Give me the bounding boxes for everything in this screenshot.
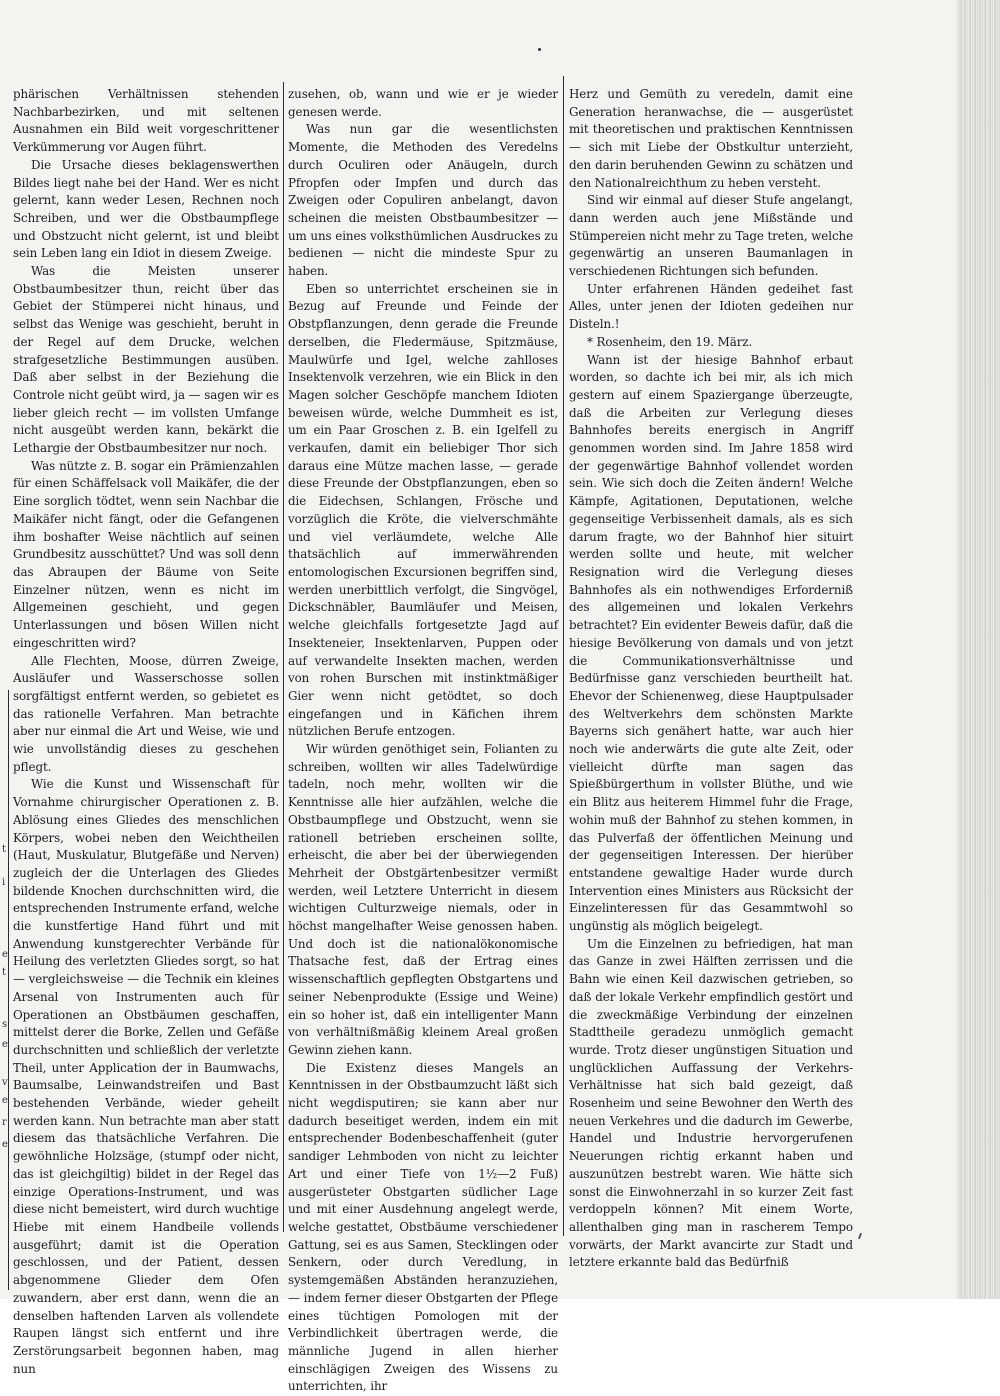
paragraph: phärischen Verhältnissen stehenden Nachbarbezirken, und mit seltenen Ausnahmen ein Bild weit vorgeschrittener Verkümmerung vor Augen führt. [13, 87, 279, 155]
paragraph: Wie die Kunst und Wissenschaft für Vornahme chirurgischer Operationen z. B. Ablösung eines Gliedes des menschlichen Körpers, wobei neben den Weichtheilen (Haut, Muskulatur, Blutgefäße und Nerven) zugleich der die Unterlagen des Gliedes bildende Knochen durchschnitten wird, die entsprechenden Instrumente erfand, welche die kunstfertige Hand führt und mit Anwendung kunstgerechter Verbände für Heilung des verletzten Gliedes sorgt, so hat — vergleichsweise — die Technik ein kleines Arsenal von Instrumenten auch für Operationen an Obstbäumen geschaffen, mittelst derer die Borke, Zellen und Gefäße durchschnitten und schließlich der verletzte Theil, unter Application der in Baumwachs, Baumsalbe, Leinwandstreifen und Bast bestehenden Verbände, wieder geheilt werden kann. Nun betrachte man aber statt diesem das thatsächliche Verfahren. Die gewöhnliche Holzsäge, (stumpf oder nicht, das ist gleichgiltig) bildet in der Regel das einzige Operations-Instrument, und was diese nicht bemeistert, wird durch wuchtige Hiebe mit einem Handbeile vollends ausgeführt; damit ist die Operation geschlossen, und der Patient, dessen abgenommene Glieder dem Ofen zuwandern, aber erst dann, wenn die an denselben haftenden Larven als vollendete Raupen längst sich entfernt und ihre Zerstörungsarbeit begonnen haben, mag nun [13, 777, 279, 1376]
paragraph: Die Ursache dieses beklagenswerthen Bildes liegt nahe bei der Hand. Wer es nicht gelernt, kann weder Lesen, Rechnen noch Schreiben, und wer die Obstbaumpflege und Obstzucht nicht gelernt, ist und bleibt sein Leben lang ein Idiot in diesem Zweige. [13, 157, 279, 261]
paragraph: Sind wir einmal auf dieser Stufe angelangt, dann werden auch jene Mißstände und Stümpereien nicht mehr zu Tage treten, welche gegenwärtig an unseren Baumanlagen in verschiedenen Richtungen sich befunden. [569, 193, 853, 279]
left-edge-rule [8, 690, 9, 1290]
column-2 [288, 86, 558, 1396]
margin-fragment: t [2, 844, 7, 855]
paragraph: Wir würden genöthiget sein, Folianten zu schreiben, wollten wir alles Tadelwürdige tadeln, noch mehr, wollten wir die Kenntnisse alle hier aufzählen, welche die Obstbaumpflege und Obstzucht, wenn sie rationell betrieben erscheinen sollte, erheischt, die aber bei der überwiegenden Mehrheit der Obstgärtenbesitzer vermißt werden, weil Letztere Unterricht in diesem wichtigen Culturzweige niemals, oder in höchst mangelhafter Weise genossen haben. Und doch ist die nationalökonomische Thatsache fest, daß der Ertrag eines wissenschaftlich gepflegten Obstgartens und seiner Nebenprodukte (Essige und Weine) ein so hoher ist, daß ein intelligenter Mann von verhältnißmäßig kleinem Areal großen Gewinn ziehen kann. [288, 742, 558, 1057]
paragraph: Die Existenz dieses Mangels an Kenntnissen in der Obstbaumzucht läßt sich nicht wegdisputiren; sie kann aber nur dadurch beseitiget werden, indem ein mit entsprechender Bodenbeschaffenheit (guter sandiger Lehmboden von nicht zu leichter Art und einer Tiefe von 1½—2 Fuß) ausgerüsteter Obstgarten südlicher Lage und mit einer Ausdehnung angelegt werde, welche gestattet, Obstbäume verschiedener Gattung, sei es aus Samen, Stecklingen oder Senkern, oder durch Veredlung, in systemgemäßen Abständen heranzuziehen, — indem ferner dieser Obstgarten der Pflege eines tüchtigen Pomologen mit der Verbindlichkeit übertragen werde, die männliche Jugend in allen hierher einschlägigen Zweigen des Wissens zu unterrichten, ihr [288, 1060, 558, 1394]
margin-fragment: e [2, 1139, 8, 1150]
margin-fragment: e [2, 1039, 8, 1050]
paragraph: Wann ist der hiesige Bahnhof erbaut worden, so dachte ich bei mir, als ich mich gestern auf einem Spaziergange überzeugte, daß die Arbeiten zur Verlegung dieses Bahnhofes bereits energisch in Angriff genommen worden sind. Im Jahre 1858 wird der gegenwärtige Bahnhof vollendet worden sein. Wie sich doch die Zeiten ändern! Welche Kämpfe, Agitationen, Deputationen, welche gegenseitige Verbissenheit damals, als es sich darum fragte, wo der Bahnhof hier situirt werden sollte und heute, mit welcher Resignation wird die Verlegung dieses Bahnhofes als ein nothwendiges Erforderniß des allgemeinen und lokalen Verkehrs betrachtet? Ein evidenter Beweis dafür, daß die hiesige Bevölkerung von damals und von jetzt die Communikationsverhältnisse und Bedürfnisse ganz verschieden beurtheilt hat. Ehevor der Schienenweg, diese Hauptpulsader des Weltverkehrs dem schönsten Markte Bayerns sich genähert hatte, war auch hier noch wie anderwärts die gute alte Zeit, oder vielleicht dürfte man sagen das Spießbürgerthum in vollster Blüthe, und wie ein Blitz aus heiterem Himmel fuhr die Frage, wohin muß der Bahnhof zu stehen kommen, in das Pulverfaß der öffentlichen Meinung und der gegenseitigen Interessen. Der hierüber entstandene gewaltige Hader wurde durch Intervention eines Ministers aus Rücksicht der Einzelinteressen für das Gesammtwohl so ungünstig als möglich beigelegt. [569, 352, 853, 934]
margin-fragment: t [2, 967, 7, 978]
paragraph: Was die Meisten unserer Obstbaumbesitzer thun, reicht über das Gebiet der Stümperei nicht hinaus, und selbst das Wenige was geschieht, beruht in der Regel auf dem Drucke, welchen strafgesetzliche Bestimmungen ausüben. Daß aber selbst in der Beziehung die Controle nicht geübt wird, ja — sagen wir es lieber gleich recht — im vollsten Umfange nicht ausgeübt werden kann, bekärkt die Lethargie der Obstbaumbesitzer nur noch. [13, 264, 279, 456]
column-1 [13, 86, 279, 1378]
dateline: * Rosenheim, den 19. März. [587, 334, 753, 349]
paragraph: Herz und Gemüth zu veredeln, damit eine Generation heranwachse, die — ausgerüstet mit theoretischen und praktischen Kenntnissen — sich mit Liebe der Obstkultur unterzieht, den darin beruhenden Gewinn zu schätzen und den Nationalreichthum zu heben versteht. [569, 87, 853, 190]
column-rule [563, 76, 564, 1236]
margin-fragment: i [2, 877, 6, 888]
paragraph: Unter erfahrenen Händen gedeihet fast Alles, unter jenen der Idioten gedeihen nur Disteln.! [569, 281, 853, 332]
paragraph: zusehen, ob, wann und wie er je wieder genesen werde. [288, 87, 558, 119]
paragraph: Was nun gar die wesentlichsten Momente, die Methoden des Veredelns durch Oculiren oder Anäugeln, durch Pfropfen oder Impfen und durch das Zweigen oder Copuliren anbelangt, davon scheinen die meisten Obstbaumbesitzer — um uns eines volksthümlichen Ausdruckes zu bedienen — nicht die mindeste Spur zu haben. [288, 122, 558, 279]
margin-fragment: e [2, 949, 8, 960]
paragraph: Eben so unterrichtet erscheinen sie in Bezug auf Freunde und Feinde der Obstpflanzungen, denn gerade die Freunde derselben, die Fledermäuse, Spitzmäuse, Maulwürfe und Igel, welche zahlloses Insektenvolk verzehren, wie ein Blick in den Magen solcher Geschöpfe manchem Idioten beweisen würde, welche Dummheit es ist, um ein Paar Groschen z. B. ein Igelfell zu verkaufen, damit ein beliebiger Thor sich daraus eine Mütze machen lasse, — gerade diese Freunde der Obstpflanzungen, eben so die Eidechsen, Schlangen, Frösche und vorzüglich die Kröte, die vielverschmähte und viel verläumdete, welche Alle thatsächlich auf immerwährenden entomologischen Excursionen begriffen sind, werden unerbittlich verfolgt, die Singvögel, Dickschnäbler, Baumläufer und Meisen, welche gleichfalls fortgesetzte Jagd auf Insekteneier, Insektenlarven, Puppen oder auf verwandelte Insekten machen, werden von rohen Burschen mit instinktmäßiger Gier wenn nicht getödtet, so doch eingefangen und in Käfichen ihrem nützlichen Berufe entzogen. [288, 281, 558, 739]
margin-fragment: e [2, 1095, 8, 1106]
printer-dot [538, 48, 541, 51]
paragraph: Was nützte z. B. sogar ein Prämienzahlen für einen Schäffelsack voll Maikäfer, die der Eine sorglich tödtet, wenn sein Nachbar die Maikäfer nicht fängt, oder die Gefangenen ihm boshafter Weise nächtlich auf seinen Grundbesitz ausschüttet? Und was soll denn das Abraupen der Bäume von Seite Einzelner nützen, wenn es nicht im Allgemeinen geschieht, und gegen Unterlassungen und bösen Willen nicht eingeschritten wird? [13, 458, 279, 650]
margin-fragment: v [2, 1077, 8, 1088]
column-rule [283, 82, 284, 1232]
paragraph: Alle Flechten, Moose, dürren Zweige, Ausläufer und Wasserschosse sollen sorgfältigst entfernt werden, so gebietet es das rationelle Verfahren. Man betrachte aber nur einmal die Art und Weise, wie und wie unvollständig dieses zu geschehen pflegt. [13, 653, 279, 774]
column-3 [569, 86, 853, 1272]
paragraph: Um die Einzelnen zu befriedigen, hat man das Ganze in zwei Hälften zerrissen und die Bahn wie einen Keil dazwischen getrieben, so daß der lokale Verkehr empfindlich gestört und die zweckmäßige Verbindung der einzelnen Stadttheile geradezu unmöglich gemacht wurde. Trotz dieser ungünstigen Situation und unglücklichen Auffassung der Verkehrs-Verhältnisse hat sich bald gezeigt, daß Rosenheim und seine Bewohner den Werth des neuen Verkehres und die dadurch im Gewerbe, Handel und Industrie hervorgerufenen Neuerungen richtig erkannt haben und auszunützen bestrebt waren. Wie hätte sich sonst die Einwohnerzahl in so kurzer Zeit fast verdoppeln können? Mit einem Worte, allenthalben ging man in rascherem Tempo vorwärts, der Markt avancirte zur Stadt und letztere erkannte bald das Bedürfniß [569, 936, 853, 1270]
book-page-edges [962, 0, 1000, 1299]
margin-fragment: r [2, 1117, 7, 1128]
margin-fragment: s [2, 1019, 8, 1030]
